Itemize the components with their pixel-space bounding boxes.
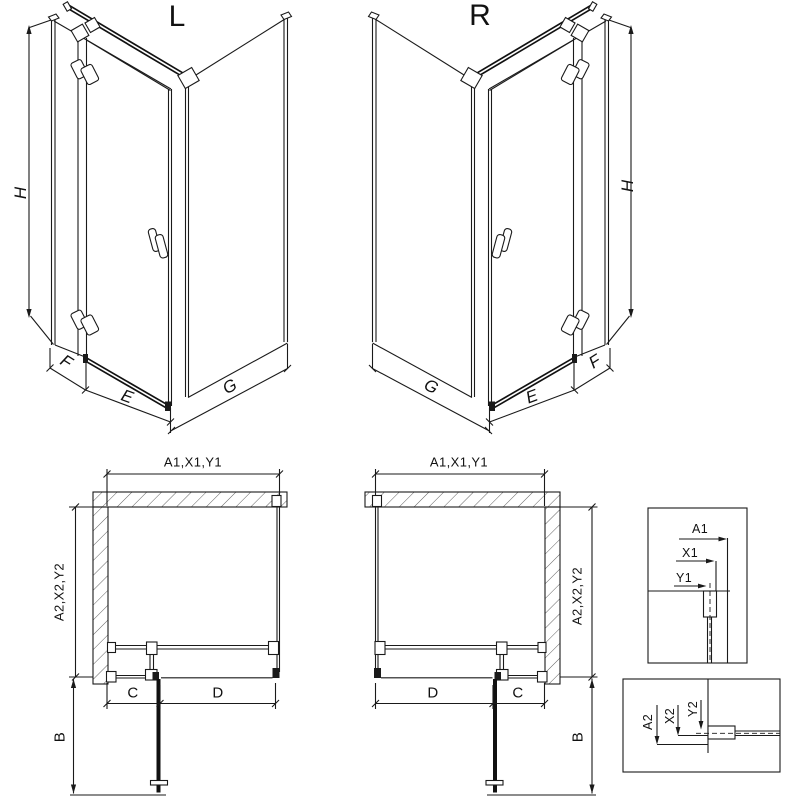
fixed-width-dim-label-l: F: [56, 350, 76, 373]
bar-end-cap: [63, 2, 71, 11]
detail-a2-label: A2: [641, 713, 655, 731]
plan-r-d-dim-label: D: [427, 684, 439, 702]
detail-x2-label: X2: [663, 707, 677, 725]
detail-y2-label: Y2: [686, 700, 700, 718]
back-wall: [93, 492, 287, 507]
wall-profile: [708, 726, 735, 739]
height-dim-label-r: H: [618, 179, 637, 193]
plan-r-depth-dim-label: A2,X2,Y2: [569, 566, 585, 626]
plan-l-depth-dim-label: A2,X2,Y2: [51, 562, 67, 622]
plan-l-c-dim-label: C: [127, 684, 139, 702]
door-width-dim-label-r: E: [523, 385, 541, 408]
plan-view-right-linework: [365, 469, 598, 795]
fixed-width-dim-label-r: F: [585, 350, 605, 373]
plan-l-width-dim-label: A1,X1,Y1: [163, 454, 223, 470]
back-wall: [365, 492, 560, 507]
plan-r-width-dim-label: A1,X1,Y1: [429, 454, 489, 470]
height-dim-label-l: H: [11, 186, 30, 200]
door-width-dim-label-l: E: [118, 385, 136, 408]
detail-y1-label: Y1: [675, 571, 693, 585]
detail-x1-label: X1: [681, 546, 699, 560]
door-handle-plan: [486, 781, 503, 786]
plan-view-left-linework: [69, 469, 287, 795]
corner-connector: [178, 68, 199, 89]
side-wall: [93, 507, 108, 684]
iso-l-label: L: [168, 0, 186, 33]
side-width-dim-label-l: G: [219, 375, 241, 399]
plan-r-b-dim-label: B: [569, 731, 587, 743]
iso-r-label: R: [469, 0, 491, 32]
side-wall: [545, 507, 560, 684]
detail-a1-label: A1: [691, 522, 709, 536]
side-width-dim-label-r: G: [420, 375, 442, 399]
plan-l-d-dim-label: D: [212, 684, 224, 702]
door-handle-plan: [151, 781, 168, 786]
plan-l-b-dim-label: B: [51, 731, 69, 743]
plan-r-c-dim-label: C: [512, 684, 524, 702]
